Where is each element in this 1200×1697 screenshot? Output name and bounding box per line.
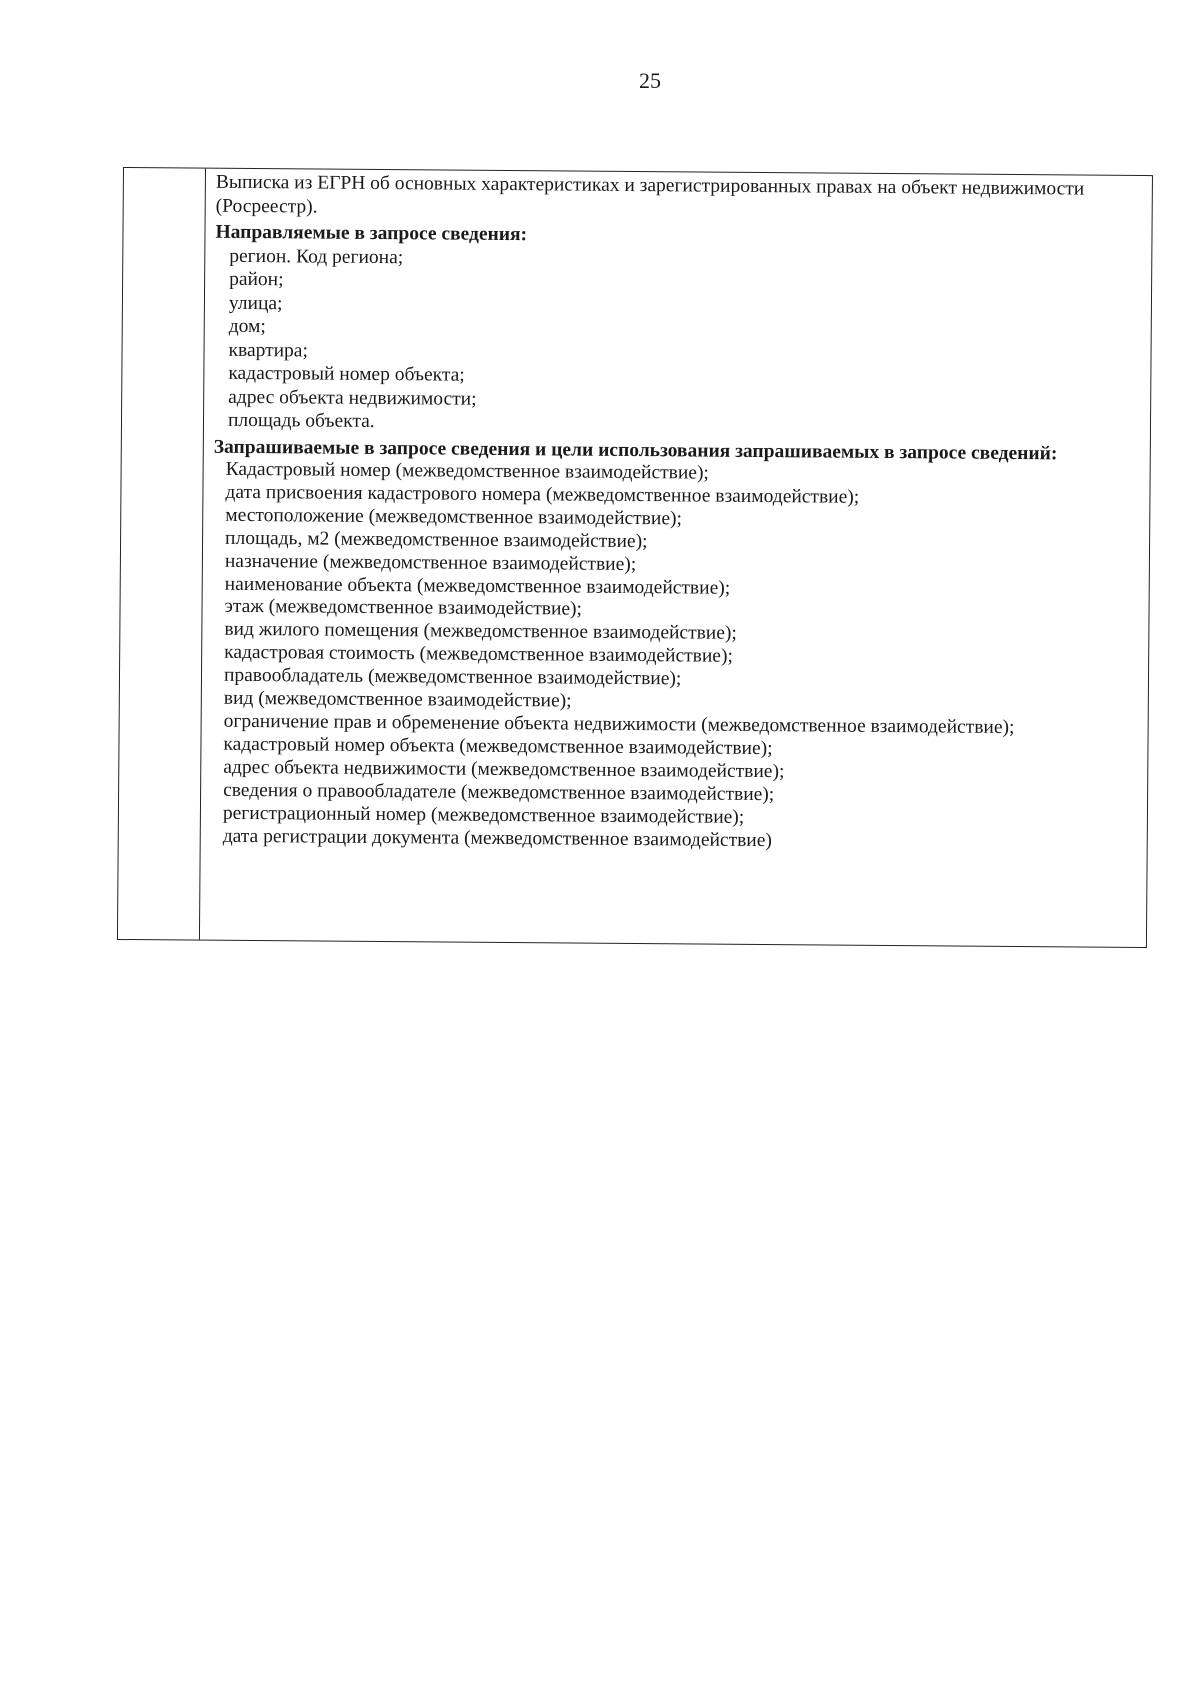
list-item: адрес объекта недвижимости (межведомственное взаимодействие); [223, 756, 785, 782]
list-item: местоположение (межведомственное взаимодействие); [225, 504, 683, 530]
requested-data-heading: Запрашиваемые в запросе сведения и цели использования запрашиваемых в запросе сведений: [213, 436, 1058, 464]
list-item: дата присвоения кадастрового номера (межведомственное взаимодействие); [225, 481, 860, 508]
requested-data-list [211, 459, 1144, 856]
list-item: вид жилого помещения (межведомственное взаимодействие); [224, 619, 737, 645]
list-item: площадь объекта. [227, 409, 375, 432]
list-item: кадастровый номер объекта; [228, 362, 465, 386]
list-item: наименование объекта (межведомственное взаимодействие); [224, 573, 731, 599]
list-item: дата регистрации документа (межведомственное взаимодействие) [222, 825, 773, 851]
list-item: квартира; [228, 339, 309, 361]
page-number: 25 [639, 68, 661, 93]
list-item: назначение (межведомственное взаимодействие); [224, 550, 637, 575]
list-item: регион. Код региона; [229, 245, 404, 268]
list-item: этаж (межведомственное взаимодействие); [224, 596, 583, 621]
document-table [117, 167, 1153, 948]
list-item: дом; [228, 315, 266, 338]
sent-data-heading: Направляемые в запросе сведения: [215, 221, 528, 246]
column-divider [199, 169, 206, 940]
list-item: кадастровая стоимость (межведомственное взаимодействие); [224, 642, 733, 668]
intro-text: Выписка из ЕГРН об основных характеристиках и зарегистрированных правах на объект недвижимости (Росреестр). [215, 171, 1085, 218]
list-item: правообладатель (межведомственное взаимодействие); [223, 664, 682, 690]
list-item: улица; [228, 292, 283, 314]
list-item: сведения о правообладателе (межведомственное взаимодействие); [223, 779, 775, 805]
list-item: район; [229, 268, 284, 291]
list-item: кадастровый номер объекта (межведомственное взаимодействие); [223, 733, 773, 759]
list-item: ограничение прав и обременение объекта недвижимости (межведомственное взаимодействие); [223, 710, 1015, 738]
list-item: регистрационный номер (межведомственное взаимодействие); [222, 802, 745, 828]
list-item: площадь, м2 (межведомственное взаимодействие); [225, 527, 648, 552]
sent-data-list [214, 244, 1145, 439]
list-item: адрес объекта недвижимости; [228, 386, 477, 410]
list-item: вид (межведомственное взаимодействие); [223, 687, 572, 712]
table-cell-content [211, 171, 1146, 856]
list-item: Кадастровый номер (межведомственное взаимодействие); [225, 458, 709, 484]
